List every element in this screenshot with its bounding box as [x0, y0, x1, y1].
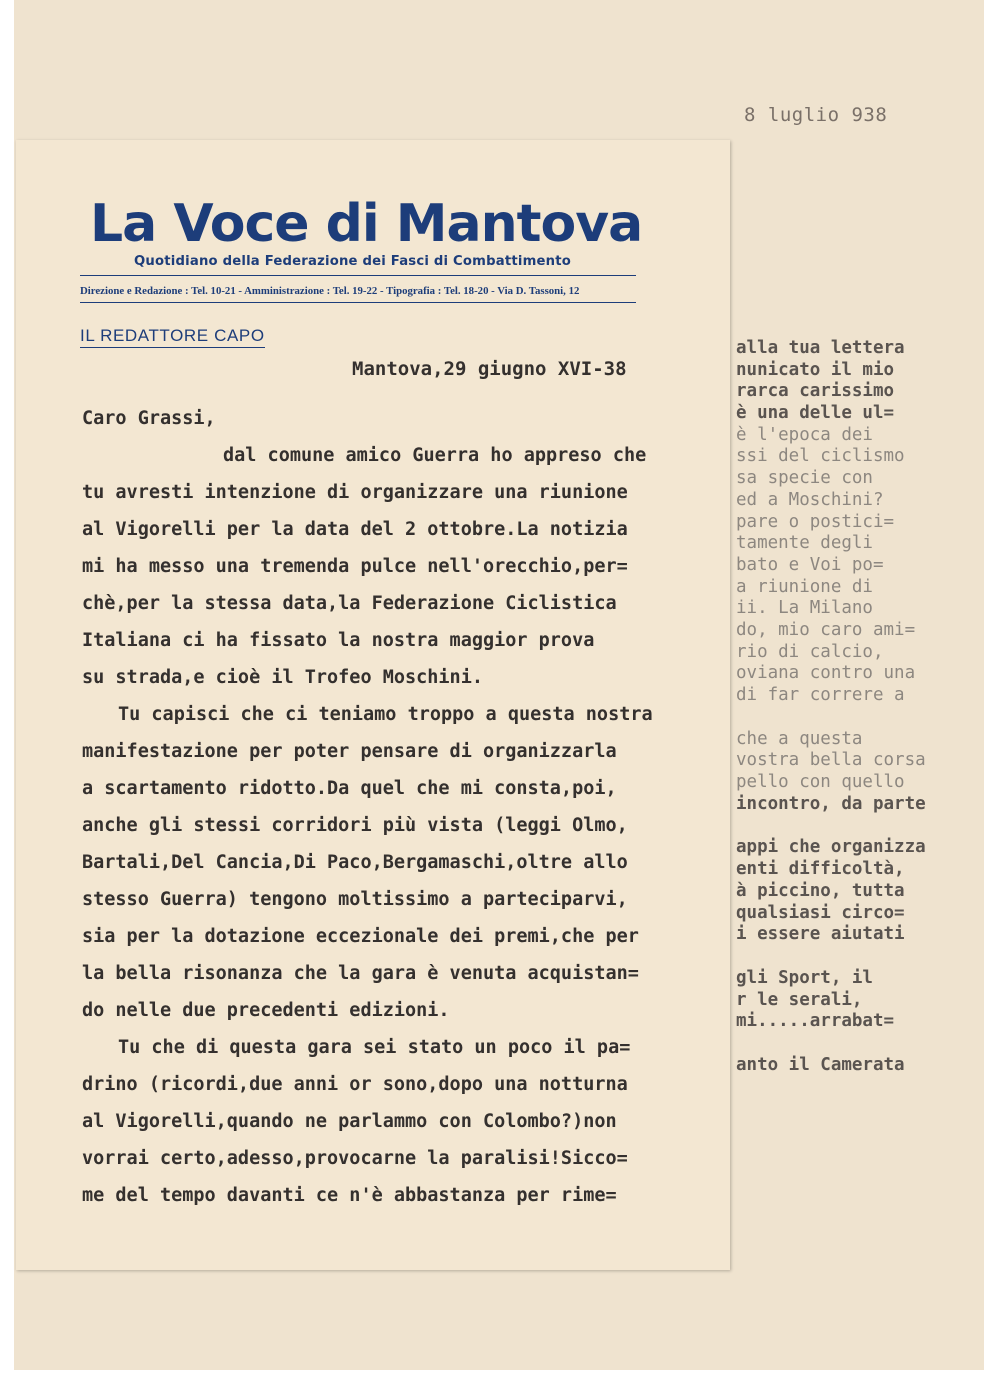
letter-line: dal comune amico Guerra ho appreso che	[223, 445, 647, 466]
newspaper-masthead: La Voce di Mantova	[90, 194, 643, 254]
letter-line: stesso Guerra) tengono moltissimo a parteciparvi,	[82, 889, 628, 910]
back-fragment-line: rarca carissimo	[736, 381, 895, 402]
back-fragment-line: appi che organizza	[736, 837, 926, 858]
letter-line: do nelle due precedenti edizioni.	[82, 1000, 450, 1021]
back-fragment-line: alla tua lettera	[736, 338, 905, 358]
back-letter-text-fragments	[736, 338, 998, 1077]
back-fragment-line: ssi del ciclismo	[736, 446, 905, 467]
back-fragment-line: che a questa	[736, 728, 863, 749]
back-fragment-gap	[736, 815, 998, 837]
letterhead-rule-bottom	[80, 302, 636, 303]
letter-line: al Vigorelli,quando ne parlammo con Colombo?)non	[82, 1111, 617, 1132]
back-fragment-line: è l'epoca dei	[736, 424, 873, 445]
letterhead-rule-top	[80, 275, 636, 276]
back-fragment-gap	[736, 1033, 998, 1055]
back-fragment-line: è una delle ul=	[736, 403, 895, 424]
back-fragment-gap	[736, 707, 998, 729]
letter-line: su strada,e cioè il Trofeo Moschini.	[82, 667, 483, 688]
back-fragment-line: pello con quello	[736, 772, 905, 793]
back-fragment-line: di far correre a	[736, 685, 905, 705]
back-fragment-line: vostra bella corsa	[736, 750, 926, 771]
back-fragment-line: tamente degli	[736, 533, 873, 554]
letter-line: chè,per la stessa data,la Federazione Ciclistica	[82, 593, 617, 614]
letter-line: Bartali,Del Cancia,Di Paco,Bergamaschi,oltre allo	[82, 852, 628, 873]
back-fragment-line: a riunione di	[736, 576, 873, 597]
back-fragment-line: mi.....arrabat=	[736, 1011, 895, 1032]
back-fragment-line: anto il Camerata	[736, 1054, 905, 1075]
back-fragment-line: do, mio caro ami=	[736, 619, 916, 640]
letter-line: tu avresti intenzione di organizzare una riunione	[82, 482, 628, 503]
back-fragment-line: oviana contro una	[736, 663, 916, 684]
letter-line: me del tempo davanti ce n'è abbastanza per rime=	[82, 1185, 617, 1206]
back-letter-date: 8 luglio 938	[744, 104, 888, 126]
masthead-subtitle: Quotidiano della Federazione dei Fasci di Combattimento	[134, 254, 572, 269]
letter-line: drino (ricordi,due anni or sono,dopo una notturna	[82, 1074, 628, 1095]
front-letter-sheet	[16, 140, 730, 1270]
letter-line: Tu capisci che ci teniamo troppo a questa nostra	[118, 704, 653, 725]
back-fragment-line: pare o postici=	[736, 511, 895, 532]
back-fragment-line: bato e Voi po=	[736, 554, 884, 575]
letter-salutation: Caro Grassi,	[82, 408, 216, 429]
back-fragment-line: gli Sport, il	[736, 967, 873, 988]
letter-line: Italiana ci ha fissato la nostra maggior prova	[82, 630, 595, 651]
letter-line: manifestazione per poter pensare di organizzarla	[82, 741, 617, 762]
sender-role: IL REDATTORE CAPO	[80, 326, 265, 348]
back-fragment-gap	[736, 946, 998, 968]
letter-line: sia per la dotazione eccezionale dei premi,che per	[82, 926, 639, 947]
letter-line: Tu che di questa gara sei stato un poco il pa=	[118, 1037, 631, 1058]
letter-line: al Vigorelli per la data del 2 ottobre.La notizia	[82, 519, 628, 540]
back-fragment-line: ed a Moschini?	[736, 489, 884, 510]
back-fragment-line: enti difficoltà,	[736, 859, 905, 880]
back-fragment-line: rio di calcio,	[736, 641, 884, 662]
back-fragment-line: nunicato il mio	[736, 359, 895, 380]
back-fragment-line: incontro, da parte	[736, 793, 926, 814]
back-fragment-line: i essere aiutati	[736, 924, 905, 945]
letter-line: anche gli stessi corridori più vista (leggi Olmo,	[82, 815, 628, 836]
letter-line: a scartamento ridotto.Da quel che mi consta,poi,	[82, 778, 617, 799]
letter-line: vorrai certo,adesso,provocarne la paralisi!Sicco=	[82, 1148, 628, 1169]
back-fragment-line: r le serali,	[736, 989, 863, 1010]
back-fragment-line: sa specie con	[736, 468, 873, 489]
back-fragment-line: ii. La Milano	[736, 598, 873, 619]
back-fragment-line: à piccino, tutta	[736, 880, 905, 901]
letter-line: la bella risonanza che la gara è venuta acquistan=	[82, 963, 639, 984]
back-fragment-line: qualsiasi circo=	[736, 902, 905, 923]
letterhead-contacts: Direzione e Redazione : Tel. 10-21 - Amministrazione : Tel. 19-22 - Tipografia : Tel. 18-20 - Via D. Tassoni, 12	[80, 285, 580, 297]
letter-line: mi ha messo una tremenda pulce nell'orecchio,per=	[82, 556, 628, 577]
letter-date: Mantova,29 giugno XVI-38	[352, 358, 627, 380]
letter-body	[82, 444, 732, 1221]
